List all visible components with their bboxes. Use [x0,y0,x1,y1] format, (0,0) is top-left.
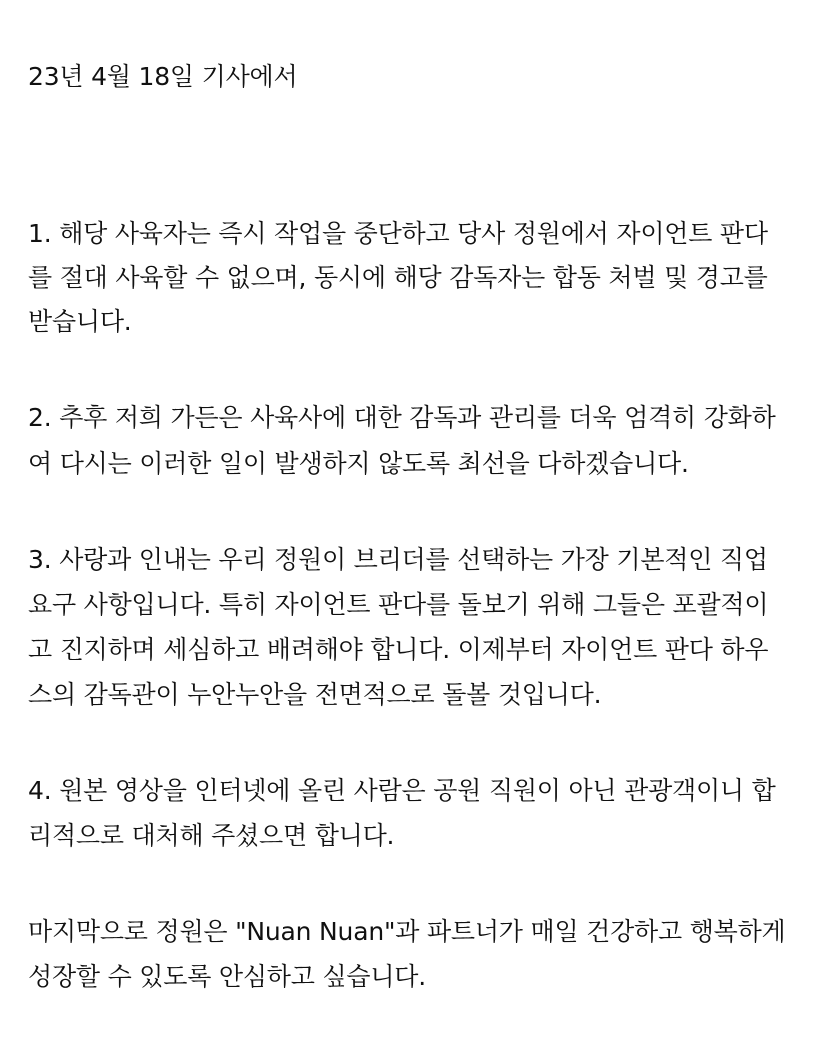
paragraph-line: 스의 감독관이 누안누안을 전면적으로 돌볼 것입니다. [28,680,602,709]
paragraph-line: 고 진지하며 세심하고 배려해야 합니다. 이제부터 자이언트 판다 하우 [28,635,769,664]
paragraph-line: 요구 사항입니다. 특히 자이언트 판다를 돌보기 위해 그들은 포괄적이 [28,590,769,619]
paragraph-line: 리적으로 대처해 주셨으면 합니다. [28,821,395,850]
paragraph-line: 4. 원본 영상을 인터넷에 올린 사람은 공원 직원이 아닌 관광객이니 합 [28,776,776,805]
paragraph-line: 여 다시는 이러한 일이 발생하지 않도록 최선을 다하겠습니다. [28,449,689,478]
paragraph-line: 를 절대 사육할 수 없으며, 동시에 해당 감독자는 합동 처벌 및 경고를 [28,263,768,292]
paragraph-line: 2. 추후 저희 가든은 사육사에 대한 감독과 관리를 더욱 엄격히 강화하 [28,403,776,432]
paragraph-line: 성장할 수 있도록 안심하고 싶습니다. [28,962,426,991]
paragraph-line: 받습니다. [28,307,132,336]
paragraph-line: 마지막으로 정원은 "Nuan Nuan"과 파트너가 매일 건강하고 행복하게 [28,917,786,946]
date-line: 23년 4월 18일 기사에서 [28,62,298,91]
paragraph-line: 1. 해당 사육자는 즉시 작업을 중단하고 당사 정원에서 자이언트 판다 [28,219,768,248]
paragraph-line: 3. 사랑과 인내는 우리 정원이 브리더를 선택하는 가장 기본적인 직업 [28,545,768,574]
